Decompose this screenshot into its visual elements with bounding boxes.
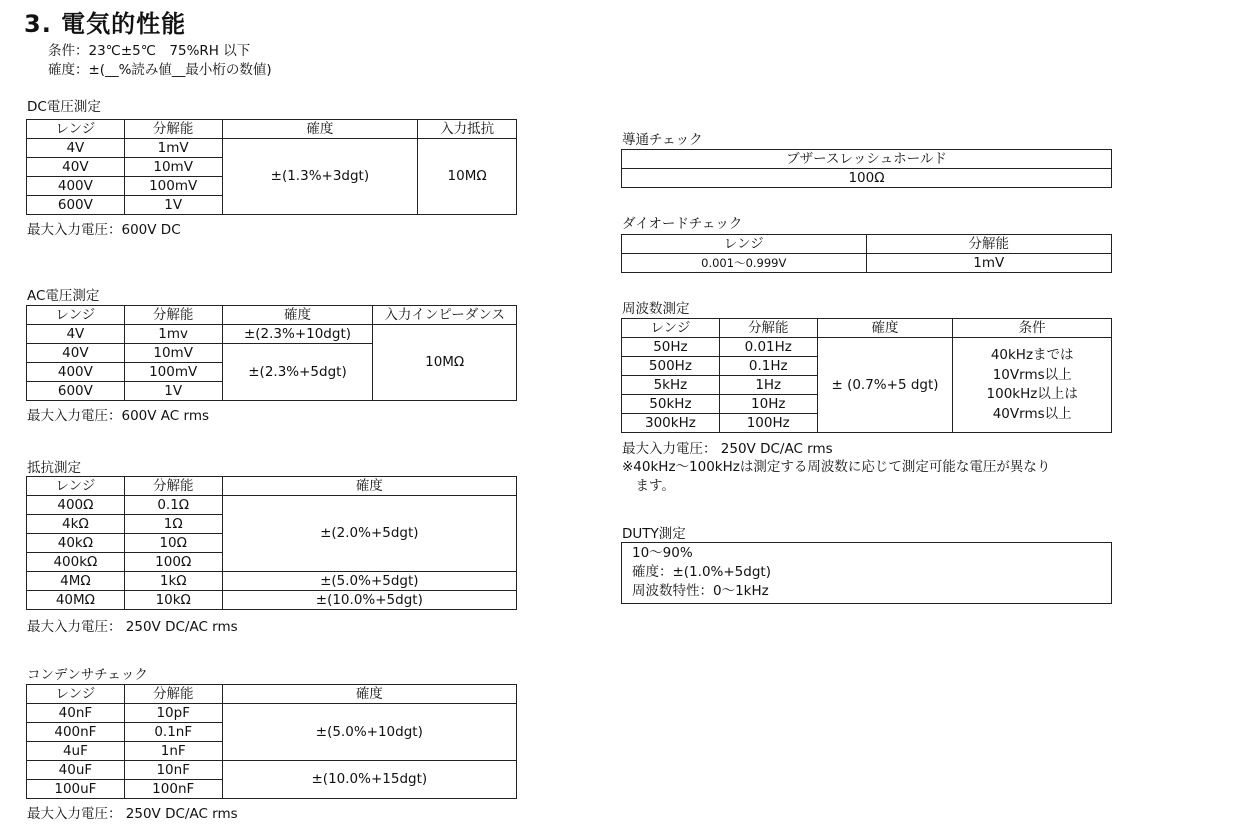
condition-line: 40kHzまでは xyxy=(990,347,1074,363)
accuracy-cell: ±(5.0%+5dgt) xyxy=(222,572,516,591)
header-accuracy: 確度 xyxy=(222,306,373,325)
range-cell: 4kΩ xyxy=(27,515,125,534)
resolution-cell: 10mV xyxy=(124,158,222,177)
accuracy-cell: ± (0.7%+5 dgt) xyxy=(817,338,953,433)
header-range: レンジ xyxy=(622,319,720,338)
continuity-heading: 導通チェック xyxy=(622,132,703,148)
resolution-cell: 1mV xyxy=(866,254,1112,273)
resolution-cell: 10pF xyxy=(124,704,222,723)
header-resolution: 分解能 xyxy=(866,235,1112,254)
range-cell: 0.001～0.999V xyxy=(622,254,867,273)
range-cell: 40V xyxy=(27,158,125,177)
resistance-heading: 抵抗測定 xyxy=(27,460,81,476)
header-resolution: 分解能 xyxy=(124,306,222,325)
resolution-cell: 0.1Ω xyxy=(124,496,222,515)
diode-heading: ダイオードチェック xyxy=(622,216,743,232)
header-accuracy: 確度 xyxy=(817,319,953,338)
capacitance-table xyxy=(26,684,517,799)
range-cell: 4uF xyxy=(27,742,125,761)
frequency-table xyxy=(621,318,1112,433)
resolution-cell: 1nF xyxy=(124,742,222,761)
resistance-note: 最大入力電圧： 250V DC/AC rms xyxy=(27,619,238,635)
range-cell: 40MΩ xyxy=(27,591,125,610)
resolution-cell: 1V xyxy=(124,196,222,215)
range-cell: 4V xyxy=(27,325,125,344)
header-input-resistance: 入力抵抗 xyxy=(418,120,517,139)
resolution-cell: 1Ω xyxy=(124,515,222,534)
range-cell: 40V xyxy=(27,344,125,363)
resolution-cell: 100Ω xyxy=(124,553,222,572)
header-resolution: 分解能 xyxy=(124,477,222,496)
capacitance-heading: コンデンサチェック xyxy=(27,667,148,683)
accuracy-definition-line: 確度：±(__%読み値__最小桁の数値) xyxy=(48,62,272,78)
resolution-cell: 1mV xyxy=(124,139,222,158)
header-resolution: 分解能 xyxy=(719,319,817,338)
range-cell: 400nF xyxy=(27,723,125,742)
input-impedance-cell: 10MΩ xyxy=(373,325,517,401)
duty-range-line: 10～90% xyxy=(632,545,693,561)
frequency-heading: 周波数測定 xyxy=(622,301,690,317)
range-cell: 500Hz xyxy=(622,357,720,376)
header-resolution: 分解能 xyxy=(124,120,222,139)
header-buzzer-threshold: ブザースレッシュホールド xyxy=(622,150,1112,169)
header-accuracy: 確度 xyxy=(222,120,418,139)
header-input-impedance: 入力インピーダンス xyxy=(373,306,517,325)
range-cell: 400Ω xyxy=(27,496,125,515)
accuracy-cell: ±(10.0%+5dgt) xyxy=(222,591,516,610)
ac-voltage-table xyxy=(26,305,517,401)
resolution-cell: 10nF xyxy=(124,761,222,780)
header-range: レンジ xyxy=(27,477,125,496)
range-cell: 4MΩ xyxy=(27,572,125,591)
header-range: レンジ xyxy=(27,306,125,325)
input-resistance-cell: 10MΩ xyxy=(418,139,517,215)
resolution-cell: 0.01Hz xyxy=(719,338,817,357)
resolution-cell: 10kΩ xyxy=(124,591,222,610)
threshold-value-cell: 100Ω xyxy=(622,169,1112,188)
range-cell: 40kΩ xyxy=(27,534,125,553)
range-cell: 400kΩ xyxy=(27,553,125,572)
accuracy-cell: ±(2.0%+5dgt) xyxy=(222,496,516,572)
range-cell: 40nF xyxy=(27,704,125,723)
resolution-cell: 100mV xyxy=(124,177,222,196)
resolution-cell: 1V xyxy=(124,382,222,401)
dc-voltage-note: 最大入力電圧：600V DC xyxy=(27,222,181,238)
range-cell: 50Hz xyxy=(622,338,720,357)
accuracy-cell: ±(2.3%+10dgt) xyxy=(222,325,373,344)
resolution-cell: 100nF xyxy=(124,780,222,799)
capacitance-note: 最大入力電圧： 250V DC/AC rms xyxy=(27,806,238,822)
duty-frequency-line: 周波数特性：0～1kHz xyxy=(632,583,769,599)
ac-voltage-heading: AC電圧測定 xyxy=(27,288,100,304)
resolution-cell: 10Ω xyxy=(124,534,222,553)
frequency-note-remark-cont: ます。 xyxy=(622,478,675,494)
resolution-cell: 100mV xyxy=(124,363,222,382)
header-range: レンジ xyxy=(622,235,867,254)
dc-voltage-heading: DC電圧測定 xyxy=(27,99,101,115)
range-cell: 4V xyxy=(27,139,125,158)
frequency-note-max-voltage: 最大入力電圧： 250V DC/AC rms xyxy=(622,441,833,457)
header-range: レンジ xyxy=(27,120,125,139)
accuracy-cell: ±(1.3%+3dgt) xyxy=(222,139,418,215)
header-accuracy: 確度 xyxy=(222,477,516,496)
resolution-cell: 0.1nF xyxy=(124,723,222,742)
duty-box xyxy=(621,542,1112,604)
range-cell: 600V xyxy=(27,196,125,215)
duty-accuracy-line: 確度：±(1.0%+5dgt) xyxy=(632,564,771,580)
resolution-cell: 10mV xyxy=(124,344,222,363)
header-resolution: 分解能 xyxy=(124,685,222,704)
page-title: 3. 電気的性能 xyxy=(24,10,187,38)
resistance-table xyxy=(26,476,517,610)
frequency-note-remark: ※40kHz～100kHzは測定する周波数に応じて測定可能な電圧が異なり xyxy=(622,459,1051,475)
resolution-cell: 1kΩ xyxy=(124,572,222,591)
resolution-cell: 10Hz xyxy=(719,395,817,414)
accuracy-cell: ±(10.0%+15dgt) xyxy=(222,761,516,799)
header-accuracy: 確度 xyxy=(222,685,516,704)
condition-line: 100kHz以上は xyxy=(986,386,1078,402)
range-cell: 100uF xyxy=(27,780,125,799)
diode-table xyxy=(621,234,1112,273)
range-cell: 40uF xyxy=(27,761,125,780)
header-condition: 条件 xyxy=(953,319,1112,338)
header-range: レンジ xyxy=(27,685,125,704)
condition-cell xyxy=(953,338,1112,433)
resolution-cell: 1Hz xyxy=(719,376,817,395)
condition-line: 40Vrms以上 xyxy=(992,405,1072,422)
ac-voltage-note: 最大入力電圧：600V AC rms xyxy=(27,408,210,424)
range-cell: 600V xyxy=(27,382,125,401)
resolution-cell: 100Hz xyxy=(719,414,817,433)
range-cell: 300kHz xyxy=(622,414,720,433)
range-cell: 400V xyxy=(27,363,125,382)
range-cell: 50kHz xyxy=(622,395,720,414)
duty-heading: DUTY測定 xyxy=(622,526,686,542)
dc-voltage-table xyxy=(26,119,517,215)
condition-line: 条件：23℃±5℃ 75%RH 以下 xyxy=(48,43,251,59)
continuity-table xyxy=(621,149,1112,188)
resolution-cell: 1mv xyxy=(124,325,222,344)
range-cell: 5kHz xyxy=(622,376,720,395)
accuracy-cell: ±(5.0%+10dgt) xyxy=(222,704,516,761)
resolution-cell: 0.1Hz xyxy=(719,357,817,376)
condition-line: 10Vrms以上 xyxy=(992,366,1072,383)
range-cell: 400V xyxy=(27,177,125,196)
accuracy-cell: ±(2.3%+5dgt) xyxy=(222,344,373,401)
